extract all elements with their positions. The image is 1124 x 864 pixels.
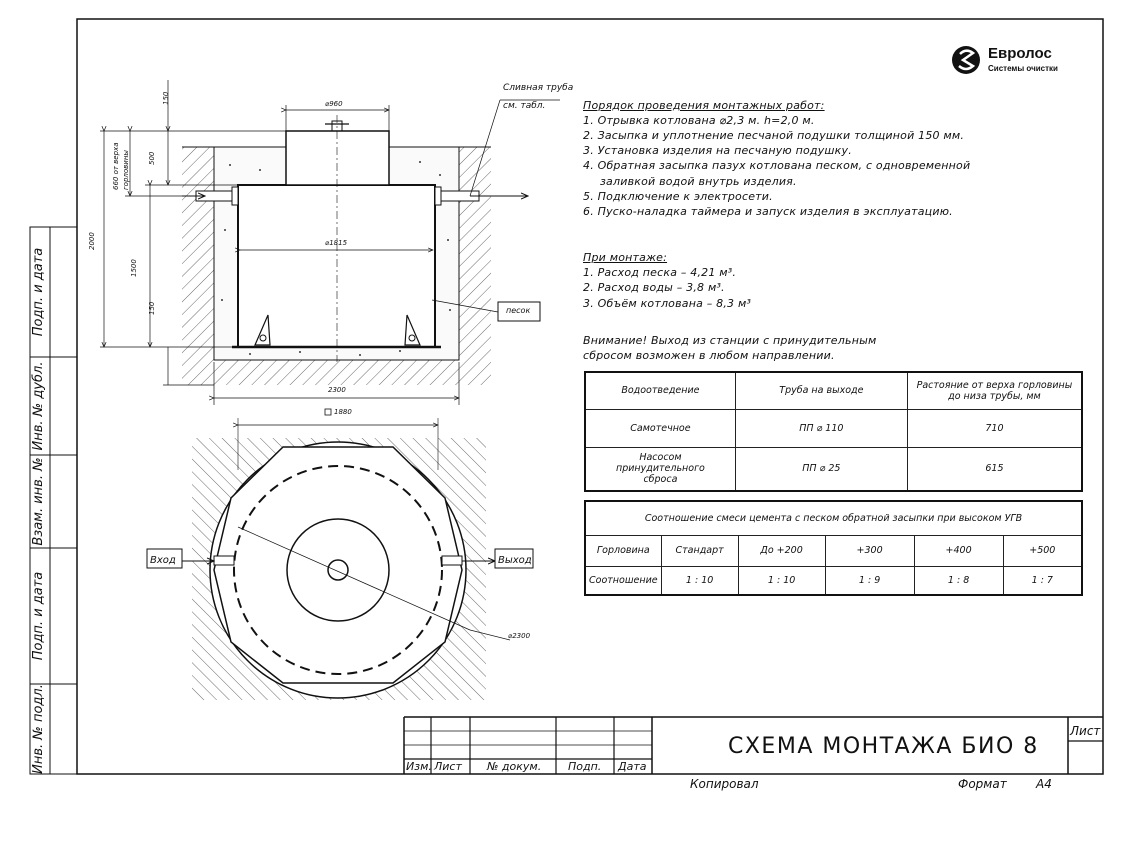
table-cell: Соотношение [585, 566, 661, 595]
table-header: Растояние от верха горловины до низа трубы, мм [907, 372, 1082, 409]
dim-neck-height: 500 [148, 151, 156, 165]
side-stamp-cell-5 [27, 684, 53, 864]
instruction-step: 6. Пуско-наладка таймера и запуск изделия в эксплуатацию. [583, 205, 953, 218]
table-row [585, 566, 1082, 595]
plan-view [147, 409, 533, 700]
col-doc-number: № докум. [487, 760, 542, 773]
table-cell: +300 [825, 535, 914, 566]
table-cell: Горловина [585, 535, 661, 566]
table-cell: +500 [1003, 535, 1082, 566]
table-cell: 1 : 7 [1003, 566, 1082, 595]
mounting-item: 1. Расход песка – 4,21 м³. [583, 266, 737, 279]
table-header: Труба на выходе [735, 372, 907, 409]
table-cell: 1 : 10 [661, 566, 738, 595]
logo-icon [952, 46, 980, 74]
table-cell: 1 : 8 [914, 566, 1003, 595]
side-stamp-label: Подп. и дата [31, 571, 46, 661]
mounting-item: 2. Расход воды – 3,8 м³. [583, 281, 725, 294]
table-row [585, 535, 1082, 566]
table-cell: До +200 [738, 535, 825, 566]
col-change: Изм. [406, 760, 432, 773]
instruction-step: 4. Обратная засыпка пазух котлована песком, с одновременной [583, 159, 971, 172]
side-stamp-label: Подп. и дата [31, 247, 46, 337]
dim-pit-diameter: ⌀2300 [508, 632, 531, 640]
warning-line: сбросом возможен в любом направлении. [583, 349, 835, 362]
inlet-label: Вход [150, 555, 176, 566]
dim-pipe-depth-ref: горловины [122, 150, 130, 190]
col-sheet: Лист [434, 760, 462, 773]
warning-line: Внимание! Выход из станции с принудительным [583, 334, 877, 347]
side-stamp-label: Взам. инв. № [31, 457, 46, 546]
table-cell: Стандарт [661, 535, 738, 566]
dim-pipe-depth: 660 от верха [112, 142, 120, 190]
col-date: Дата [618, 760, 647, 773]
format-label: Формат [958, 777, 1007, 791]
table-cell: 1 : 9 [825, 566, 914, 595]
format-value: А4 [1036, 777, 1052, 791]
logo-name: Евролос [988, 45, 1052, 62]
dim-plan-width: 1880 [334, 408, 352, 416]
table-cell: 710 [907, 409, 1082, 447]
table-header: Водоотведение [585, 372, 735, 409]
drawing-title: СХЕМА МОНТАЖА БИО 8 [728, 734, 1039, 759]
dim-total-height: 2000 [88, 232, 96, 250]
cement-ratio-table [584, 500, 1083, 596]
dim-neck-top: 150 [162, 91, 170, 105]
dim-body-diameter: ⌀1815 [325, 239, 348, 247]
instruction-step: 2. Засыпка и уплотнение песчаной подушки толщиной 150 мм. [583, 129, 965, 142]
table-cell: 1 : 10 [738, 566, 825, 595]
table-cell: ПП ⌀ 25 [735, 447, 907, 491]
table-cell: Насосом принудительного сброса [585, 447, 735, 491]
instruction-step: 5. Подключение к электросети. [583, 190, 773, 203]
sheet-label: Лист [1070, 724, 1101, 738]
table-cell: ПП ⌀ 110 [735, 409, 907, 447]
instruction-step-cont: заливкой водой внутрь изделия. [600, 175, 797, 188]
drain-pipe-label: Сливная труба [503, 83, 574, 93]
side-stamp-label: Инв. № дубл. [31, 361, 46, 451]
outlet-label: Выход [498, 555, 532, 566]
dim-pit-width: 2300 [328, 386, 346, 394]
mounting-title: При монтаже: [583, 251, 668, 264]
sand-label: песок [506, 306, 531, 315]
table-cell: +400 [914, 535, 1003, 566]
dim-body-height: 1500 [130, 259, 138, 277]
table-cell: Самотечное [585, 409, 735, 447]
table-row [585, 409, 1082, 447]
table-row [585, 447, 1082, 491]
table-cell: 615 [907, 447, 1082, 491]
dim-neck-diameter: ⌀960 [325, 100, 343, 108]
instruction-step: 1. Отрывка котлована ⌀2,3 м. h=2,0 м. [583, 114, 815, 127]
copied-label: Копировал [690, 777, 759, 791]
table-title: Соотношение смеси цемента с песком обратной засыпки при высоком УГВ [585, 501, 1082, 535]
side-stamp-label: Инв. № подл. [31, 684, 46, 774]
col-signature: Подп. [568, 760, 602, 773]
instruction-step: 3. Установка изделия на песчаную подушку. [583, 144, 852, 157]
dim-sand-bed: 150 [148, 301, 156, 315]
instructions-title: Порядок проведения монтажных работ: [583, 99, 825, 112]
mounting-item: 3. Объём котлована – 8,3 м³ [583, 297, 752, 310]
drainage-table [584, 371, 1083, 492]
logo-subtitle: Системы очистки [988, 64, 1058, 73]
drain-pipe-ref: см. табл. [503, 101, 546, 111]
